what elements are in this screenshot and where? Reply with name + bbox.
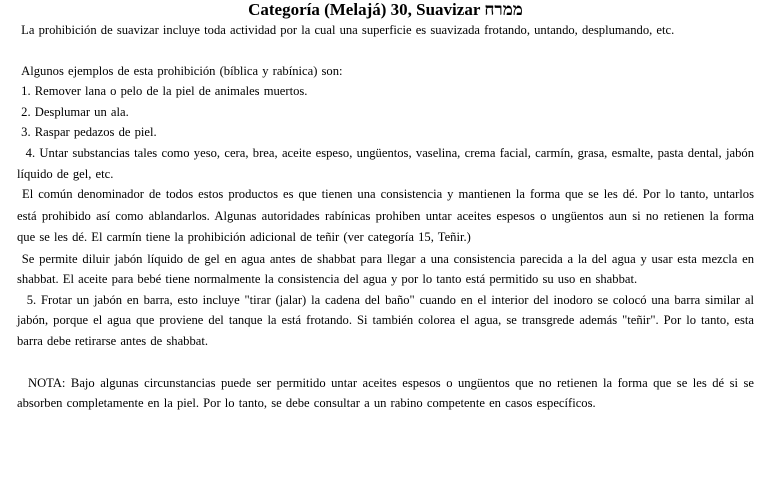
common-denominator-paragraph: El común denominador de todos estos productos es que tienen una consistencia y mantienen la forma que se les dé. Por lo tanto, untarlos está prohibido así como ablandarlos. Algunas autoridades rabínicas prohiben untar aceites espesos o ungüentos aun si no retienen la forma que se les dé. El carmín tiene la prohibición adicional de teñir (ver categoría 15, Teñir.) <box>17 187 759 245</box>
spacer <box>17 41 754 61</box>
list-item: 2. Desplumar un ala. <box>17 104 129 119</box>
spacer <box>17 352 754 373</box>
page-title: Categoría (Melajá) 30, Suavizar ממרח <box>248 0 523 19</box>
gel-soap-paragraph: Se permite diluir jabón líquido de gel en agua antes de shabbat para llegar a una consistencia parecida a la del agua y usar esta mezcla en shabbat. El aceite para bebé tiene normalmente la consistencia del agua y por lo tanto está permitido su uso en shabbat. <box>17 251 759 287</box>
note-paragraph: NOTA: Bajo algunas circunstancias puede ser permitido untar aceites espesos o ungüentos que no retienen la forma que se les dé si se absorben completamente en la piel. Por lo tanto, se debe consultar a un rabino competente en casos específicos. <box>17 375 759 411</box>
intro-paragraph: La prohibición de suavizar incluye toda actividad por la cual una superficie es suavizada frotando, untando, desplumando, etc. <box>17 23 675 37</box>
list-item: 3. Raspar pedazos de piel. <box>17 125 157 140</box>
list-item: 1. Remover lana o pelo de la piel de animales muertos. <box>17 84 308 99</box>
list-item: 5. Frotar un jabón en barra, esto incluye "tirar (jalar) la cadena del baño" cuando en el interior del inodoro se colocó una barra similar al jabón, porque el agua que proviene del tanque la está frotando. Si también colorea el agua, se transgrede además "teñir". Por lo tanto, esta barra debe retirarse antes de shabbat. <box>17 292 759 349</box>
examples-heading: Algunos ejemplos de esta prohibición (bíblica y rabínica) son: <box>17 63 343 78</box>
list-item: 4. Untar substancias tales como yeso, cera, brea, aceite espeso, ungüentos, vaselina, crema facial, carmín, grasa, esmalte, pasta dental, jabón líquido de gel, etc. <box>17 145 759 181</box>
